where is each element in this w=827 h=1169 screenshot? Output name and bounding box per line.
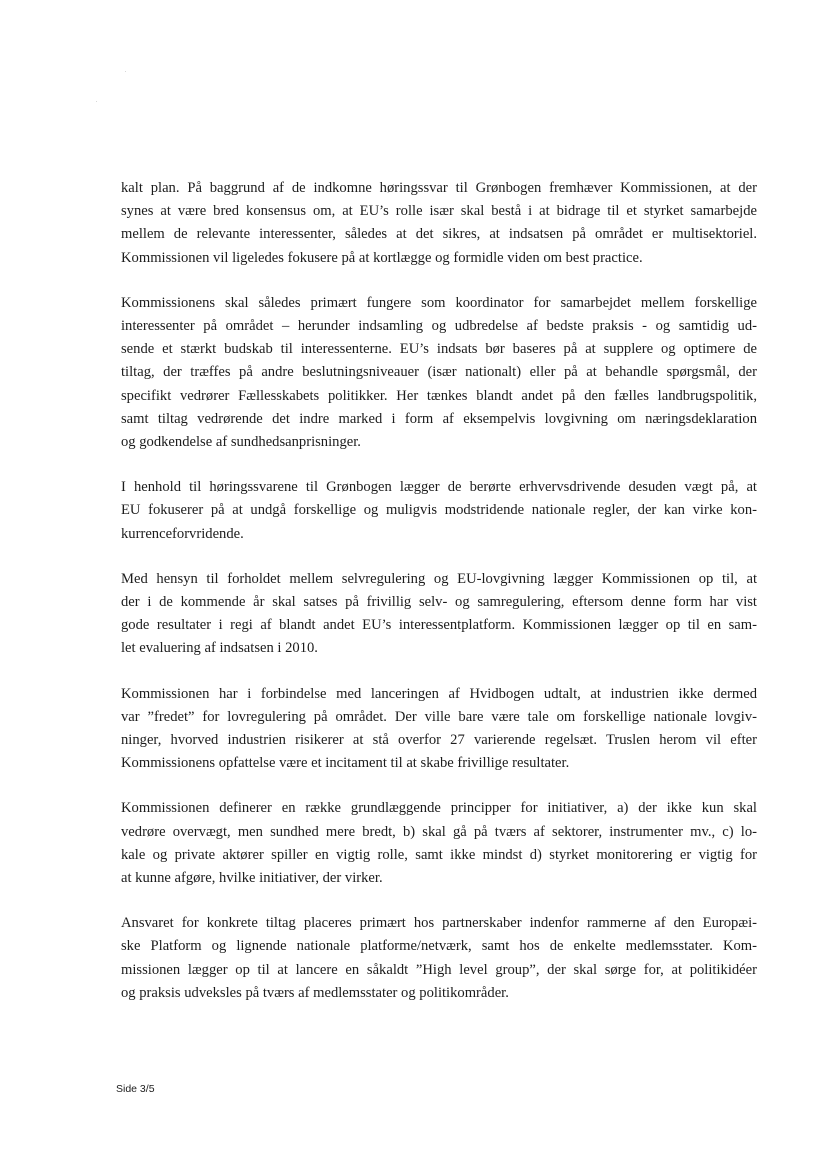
text-line: ske Platform og lignende nationale platforme/netværk, samt hos de enkelte medlemsstater. Kom- [121, 938, 757, 955]
scan-speck [96, 101, 97, 102]
text-line: der i de kommende år skal satses på frivillig selv- og samregulering, eftersom denne form har vist [121, 594, 757, 611]
text-line: kale og private aktører spiller en vigtig rolle, samt ikke mindst d) styrket monitorering er vigtig for [121, 846, 757, 863]
page-number: Side 3/5 [116, 1083, 155, 1095]
text-line: kurrenceforvridende. [121, 525, 244, 542]
text-line: I henhold til høringssvarene til Grønbogen lægger de berørte erhvervsdrivende desuden vægt på, at [121, 479, 757, 496]
text-line: vedrøre overvægt, men sundhed mere bredt, b) skal gå på tværs af sektorer, instrumenter mv., c) lo- [121, 823, 757, 840]
text-line: samt tiltag vedrørende det indre marked i form af eksempelvis lovgivning om næringsdeklaration [121, 410, 757, 427]
text-line: kalt plan. På baggrund af de indkomne høringssvar til Grønbogen fremhæver Kommissionen, at der [121, 180, 757, 196]
text-line: Kommissionens opfattelse være et incitament til at skabe frivillige resultater. [121, 755, 570, 772]
text-line: Kommissionen har i forbindelse med lanceringen af Hvidbogen udtalt, at industrien ikke dermed [121, 685, 757, 702]
text-line: synes at være bred konsensus om, at EU’s rolle især skal bestå i at bidrage til et styrket samarbejde [121, 203, 757, 220]
text-line: at kunne afgøre, hvilke initiativer, der virker. [121, 870, 383, 887]
paragraph [121, 476, 757, 546]
scan-speck [125, 71, 126, 72]
text-line: ninger, hvorved industrien risikerer at stå overfor 27 varierende regelsæt. Truslen herom vil efter [121, 732, 757, 749]
paragraph [121, 683, 757, 776]
paragraph [121, 177, 757, 270]
text-line: Kommissionens skal således primært fungere som koordinator for samarbejdet mellem forskellige [121, 294, 757, 311]
text-line: var ”fredet” for lovregulering på området. Der ville bare være tale om forskellige nationale lovgiv- [121, 708, 757, 725]
paragraph [121, 797, 757, 890]
text-line: Kommissionen definerer en række grundlæggende principper for initiativer, a) der ikke kun skal [121, 800, 757, 817]
text-line: og praksis udveksles på tværs af medlemsstater og politikområder. [121, 984, 509, 1001]
text-line: Ansvaret for konkrete tiltag placeres primært hos partnerskaber indenfor rammerne af den Europæi- [121, 915, 757, 932]
text-line: og godkendelse af sundhedsanprisninger. [121, 434, 361, 451]
paragraph [121, 568, 757, 661]
text-line: let evaluering af indsatsen i 2010. [121, 640, 318, 657]
text-line: sende et stærkt budskab til interessenterne. EU’s indsats bør baseres på at supplere og optimere de [121, 341, 757, 358]
paragraph [121, 292, 757, 454]
text-line: mellem de relevante interessenter, således at det sikres, at indsatsen på området er multisektoriel. [121, 226, 757, 243]
document-body [121, 177, 757, 1027]
text-line: specifikt vedrører Fællesskabets politikker. Her tænkes blandt andet på den fælles landbrugspolitik, [121, 387, 757, 404]
text-line: EU fokuserer på at undgå forskellige og muligvis modstridende nationale regler, der kan virke kon- [121, 502, 757, 519]
paragraph [121, 912, 757, 1005]
text-line: missionen lægger op til at lancere en såkaldt ”High level group”, der skal sørge for, at politikidéer [121, 961, 757, 978]
text-line: Med hensyn til forholdet mellem selvregulering og EU-lovgivning lægger Kommissionen op til, at [121, 570, 757, 587]
text-line: interessenter på området – herunder indsamling og udbredelse af bedste praksis - og samtidig ud- [121, 318, 757, 335]
text-line: Kommissionen vil ligeledes fokusere på at kortlægge og formidle viden om best practice. [121, 249, 643, 266]
text-line: gode resultater i regi af blandt andet EU’s interessentplatform. Kommissionen lægger op til en sam- [121, 617, 757, 634]
text-line: tiltag, der træffes på andre beslutningsniveauer (især nationalt) eller på at behandle spørgsmål, der [121, 364, 757, 381]
